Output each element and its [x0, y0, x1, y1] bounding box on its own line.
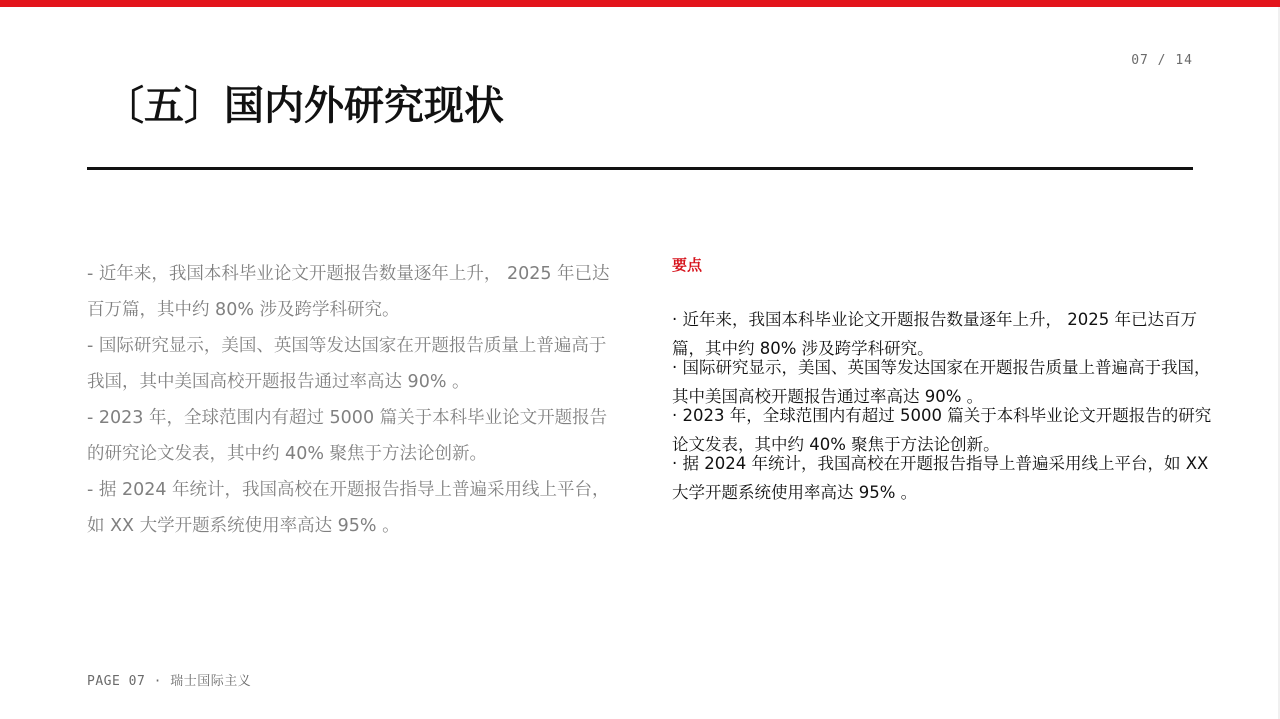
key-points-heading: 要点	[672, 256, 703, 274]
left-paragraph: - 2023 年，全球范围内有超过 5000 篇关于本科毕业论文开题报告的研究论文发表，其中约 40% 聚焦于方法论创新。	[87, 408, 608, 464]
top-accent-bar	[0, 0, 1280, 7]
key-points-panel	[672, 254, 1212, 502]
key-points-list	[672, 305, 1212, 507]
key-point-item: · 据 2024 年统计，我国高校在开题报告指导上普遍采用线上平台，如 XX 大学开题系统使用率高达 95% 。	[672, 454, 1209, 502]
left-paragraph: - 据 2024 年统计，我国高校在开题报告指导上普遍采用线上平台，如 XX 大学开题系统使用率高达 95% 。	[87, 480, 610, 536]
key-point-item: · 国际研究显示，美国、英国等发达国家在开题报告质量上普遍高于我国，其中美国高校开题报告通过率高达 90% 。	[672, 358, 1211, 406]
key-point-item: · 近年来，我国本科毕业论文开题报告数量逐年上升， 2025 年已达百万篇，其中约 80% 涉及跨学科研究。	[672, 310, 1197, 358]
left-paragraph: - 近年来，我国本科毕业论文开题报告数量逐年上升， 2025 年已达百万篇，其中约 80% 涉及跨学科研究。	[87, 264, 610, 320]
key-point-item: · 2023 年，全球范围内有超过 5000 篇关于本科毕业论文开题报告的研究论文发表，其中约 40% 聚焦于方法论创新。	[672, 406, 1212, 454]
title-divider	[87, 167, 1193, 170]
slide-title: 〔五〕国内外研究现状	[104, 83, 504, 129]
left-text-column	[87, 256, 617, 544]
page-counter: 07 / 14	[1131, 53, 1193, 68]
left-paragraph: - 国际研究显示，美国、英国等发达国家在开题报告质量上普遍高于我国，其中美国高校开题报告通过率高达 90% 。	[87, 336, 607, 392]
page-footer: PAGE 07 · 瑞士国际主义	[87, 674, 252, 689]
